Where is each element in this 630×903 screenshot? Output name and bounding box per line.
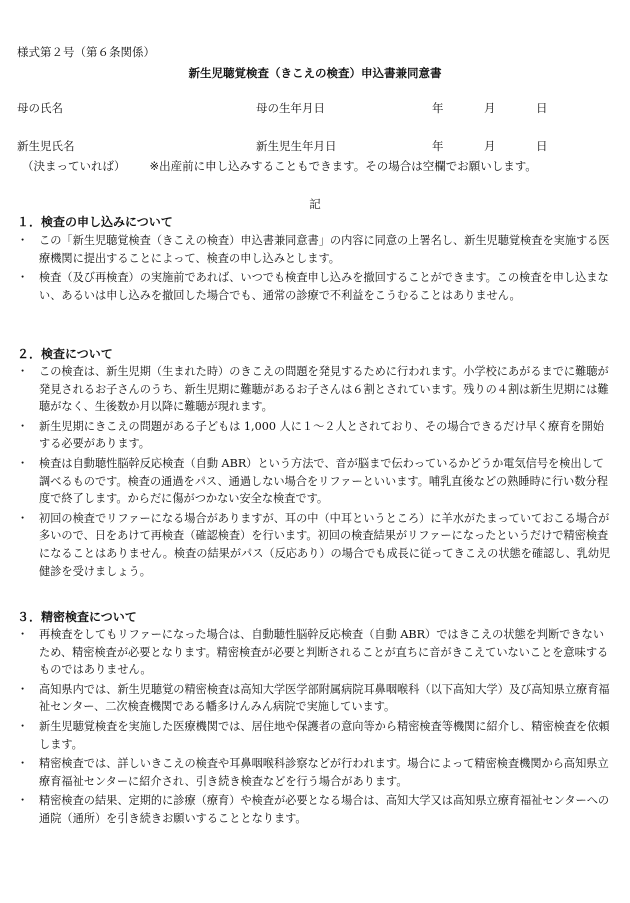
list-item: ・ 再検査をしてもリファーになった場合は、自動聴性脳幹反応検査（自動 ABR）ではきこえの状態を判断できないため、精密検査が必要となります。精密検査が必要と判断されることが直ちに音がきこえていないことを意味するものではありません。 — [17, 628, 609, 677]
section-exam-list — [17, 363, 613, 582]
bullet-icon: ・ — [17, 757, 29, 771]
list-item: ・ 新生児期にきこえの問題がある子どもは 1,000 人に１～２人とされており、その場合できるだけ早く療育を開始する必要があります。 — [17, 419, 604, 451]
mother-birth-year: 年 — [432, 101, 444, 115]
list-item: ・ 精密検査では、詳しいきこえの検査や耳鼻咽喉科診察などが行われます。場合によって精密検査機関から高知県立療育福祉センターに紹介され、引き続き検査などを行う場合があります。 — [17, 757, 609, 788]
ki-marker: 記 — [309, 197, 321, 211]
baby-birth-day: 日 — [536, 139, 548, 153]
bullet-icon: ・ — [17, 628, 29, 641]
mother-name-label: 母の氏名 — [17, 101, 63, 115]
bullet-icon: ・ — [17, 234, 29, 247]
baby-name-label: 新生児氏名 — [17, 139, 75, 153]
section-heading-application: １．検査の申し込みについて — [17, 215, 173, 229]
form-number: 様式第２号（第６条関係） — [17, 45, 155, 59]
mother-birth-label: 母の生年月日 — [256, 101, 325, 115]
list-item: ・ 精密検査の結果、定期的に診療（療育）や検査が必要となる場合は、高知大学又は高知県立療育福祉センターへの通院（通所）を引き続きお願いすることとなります。 — [17, 794, 610, 825]
section-application-list — [17, 232, 613, 306]
bullet-icon: ・ — [17, 271, 29, 285]
baby-birth-month: 月 — [484, 139, 496, 153]
baby-birth-year: 年 — [432, 139, 444, 153]
prenatal-note-line — [22, 158, 537, 174]
mother-birth-day: 日 — [536, 101, 548, 115]
bullet-icon: ・ — [17, 511, 29, 525]
bullet-icon: ・ — [17, 794, 29, 808]
bullet-icon: ・ — [17, 682, 29, 696]
list-item: ・ 初回の検査でリファーになる場合がありますが、耳の中（中耳というところ）に羊水がたまっていておこる場合が多いので、日をあけて再検査（確認検査）を行います。初回の検査結果がリファーになったというだけで精密検査になることはありません。検査の結果がパス（反応あり）の場合でも成長に従ってきこえの状態を確認し、乳幼児健診を受けましょう。 — [17, 511, 611, 578]
list-item: ・ 新生児聴覚検査を実施した医療機関では、居住地や保護者の意向等から精密検査等機関に紹介し、精密検査を依頼します。 — [17, 719, 610, 751]
section-heading-exam: ２．検査について — [17, 347, 113, 361]
bullet-icon: ・ — [17, 456, 29, 470]
mother-birth-month: 月 — [484, 101, 496, 115]
bullet-icon: ・ — [17, 719, 29, 733]
bullet-icon: ・ — [17, 419, 29, 433]
list-item: ・ 検査は自動聴性脳幹反応検査（自動 ABR）という方法で、音が脳まで伝わっているかどうか電気信号を検出して調べるものです。検査の通過をパス、通過しない場合をリファーといいます。哺乳直後などの熟睡時に行い数分程度で終了します。からだに傷がつかない安全な検査です。 — [17, 456, 608, 506]
prenatal-note: ※出産前に申し込みすることもできます。その場合は空欄でお願いします。 — [149, 159, 537, 173]
list-item: ・ この「新生児聴覚検査（きこえの検査）申込書兼同意書」の内容に同意の上署名し、新生児聴覚検査を実施する医療機関に提出することによって、検査の申し込みとします。 — [17, 234, 610, 265]
list-item: ・ 検査（及び再検査）の実施前であれば、いつでも検査申し込みを撤回することができます。この検査を申し込まない、あるいは申し込みを撤回した場合でも、通常の診療で不利益をこうむることはありません。 — [17, 271, 609, 302]
list-item: ・ この検査は、新生児期（生まれた時）のきこえの問題を発見するために行われます。小学校にあがるまでに難聴が発見されるお子さんのうち、新生児期に難聴があるお子さんは６割とされています。残りの４割は新生児期には難聴がなく、生後数か月以降に難聴が現れます。 — [17, 365, 609, 414]
section-heading-detailed-exam: ３．精密検査について — [17, 610, 137, 624]
page-title: 新生児聴覚検査（きこえの検査）申込書兼同意書 — [188, 66, 442, 80]
if-decided-text: （決まっていれば） — [22, 159, 126, 173]
section-detailed-exam-list — [17, 626, 613, 830]
baby-birth-label: 新生児生年月日 — [256, 139, 337, 153]
bullet-icon: ・ — [17, 365, 29, 378]
list-item: ・ 高知県内では、新生児聴覚の精密検査は高知大学医学部附属病院耳鼻咽喉科（以下高知大学）及び高知県立療育福祉センター、二次検査機関である幡多けんみん病院で実施しています。 — [17, 682, 610, 714]
